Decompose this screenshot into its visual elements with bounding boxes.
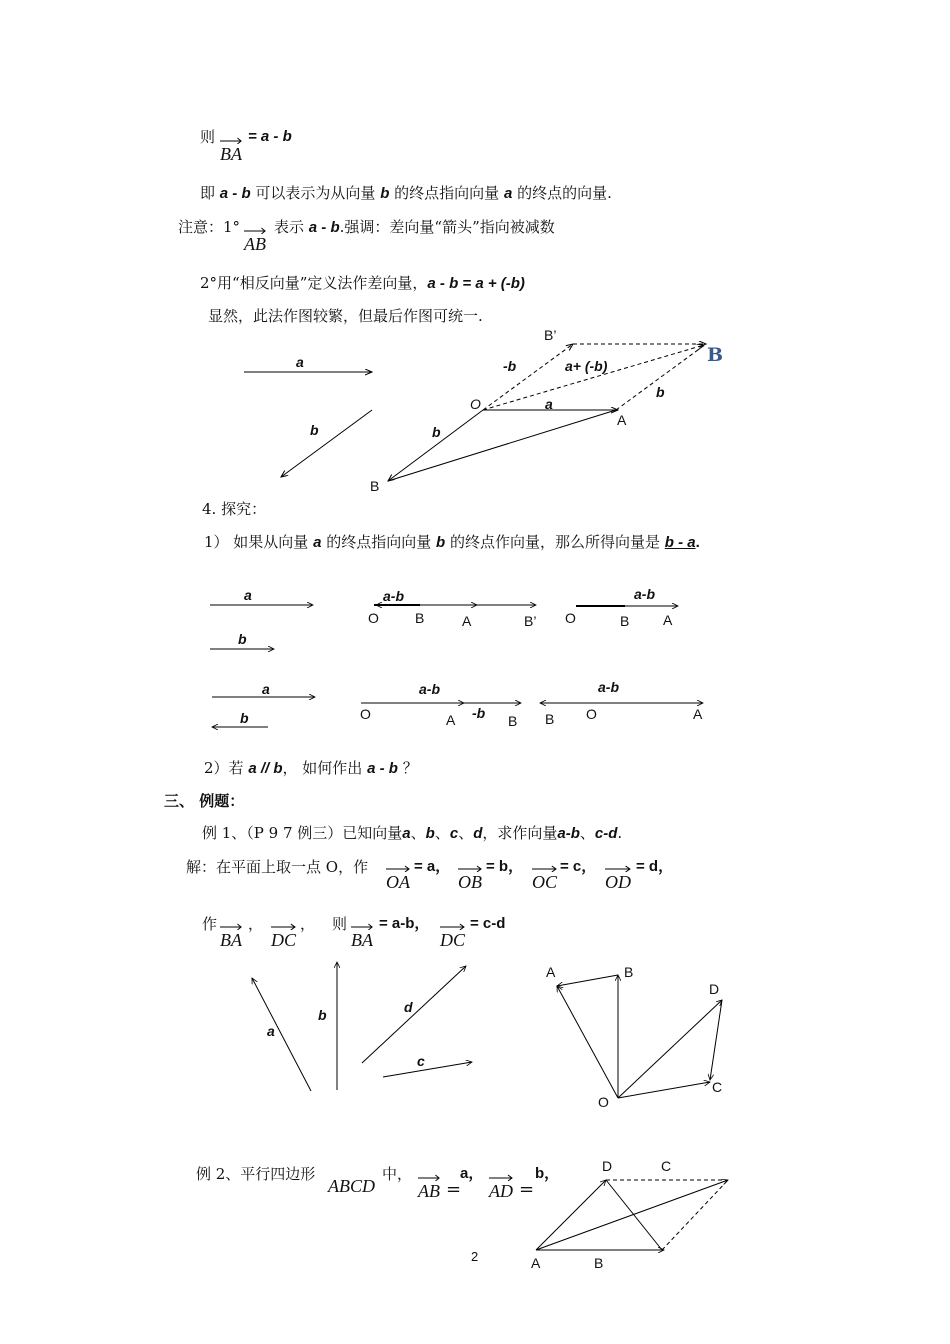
label-a-fig: a <box>545 396 553 412</box>
vector-DC: DC <box>271 930 296 951</box>
section-4-q1: 1） 如果从向量 a 的终点指向向量 b 的终点作向量，那么所得向量是 b - a. <box>204 533 700 551</box>
label-a: a <box>296 354 304 370</box>
vector-AB-2: AB <box>418 1181 440 1202</box>
section-4-q2: 2）若 a // b， 如何作出 a - b ？ <box>204 759 418 777</box>
label-A: A <box>617 412 627 428</box>
sol-e1: = a， <box>414 858 451 875</box>
label-A-2b: A <box>462 613 472 629</box>
make-prefix: 作 <box>202 915 218 933</box>
label-D-4: D <box>602 1158 613 1174</box>
ex2-eq1: = <box>446 1179 462 1200</box>
label-b-right: b <box>656 384 665 400</box>
label-B-prime: B’ <box>544 327 557 343</box>
label-C-4: C <box>661 1158 672 1174</box>
label-O-2b: O <box>368 610 379 626</box>
label-A-3: A <box>546 964 556 980</box>
label-big-B: B <box>707 344 724 366</box>
page-number: 2 <box>471 1249 479 1264</box>
label-O-2c: O <box>565 610 576 626</box>
label-A-2f: A <box>693 706 703 722</box>
label-a-2d: a <box>262 681 270 697</box>
line2: 即 a - b 可以表示为从向量 b 的终点指向向量 a 的终点的向量. <box>200 184 612 202</box>
label-b-2d: b <box>240 710 249 726</box>
label-amb-2f: a-b <box>598 679 619 695</box>
label-c-3: c <box>417 1053 425 1069</box>
make-c1: ， <box>248 915 264 933</box>
label-O-3: O <box>598 1094 609 1110</box>
line4: 2°用“相反向量”定义法作差向量，a - b = a + (-b) <box>200 274 525 292</box>
vector-AD: AD <box>489 1181 513 1202</box>
make-e4: = c-d <box>470 915 506 932</box>
vector-BA-3: BA <box>351 930 373 951</box>
label-neg-b: -b <box>503 358 517 374</box>
make-then: 则 <box>332 915 348 933</box>
label-A-2e: A <box>446 712 456 728</box>
label-B: B <box>370 478 380 494</box>
sol-e4: = d， <box>636 858 674 875</box>
section-3-title: 三、 例题： <box>164 792 245 810</box>
label-O: O <box>470 396 481 412</box>
label-Bp-2b: B’ <box>524 613 537 629</box>
sol-e2: = b， <box>486 858 524 875</box>
example-2-mid: 中， <box>382 1165 413 1183</box>
label-B-2c: B <box>620 613 630 629</box>
label-sum: a+ (-b) <box>565 358 608 374</box>
sol-e3: = c， <box>560 858 597 875</box>
label-O-2e: O <box>360 706 371 722</box>
label-B-3: B <box>624 964 634 980</box>
line1-prefix: 则 <box>200 128 216 146</box>
label-B-4: B <box>594 1255 604 1271</box>
vector-OB: OB <box>458 872 482 893</box>
example-2-prefix: 例 2、平行四边形 <box>196 1165 316 1183</box>
label-d-3: d <box>404 999 413 1015</box>
label-b-3: b <box>318 1007 327 1023</box>
line1-rhs: = a - b <box>248 128 292 145</box>
make-c2: ， <box>300 915 316 933</box>
line3-rest: 表示 a - b.强调：差向量“箭头”指向被减数 <box>274 218 555 236</box>
vector-OD: OD <box>605 872 631 893</box>
example-2-abcd: ABCD <box>328 1176 375 1196</box>
example-1: 例 1、（P 9 7 例三）已知向量a、b、c、d，求作向量a-b、c-d. <box>202 824 623 842</box>
label-B-2b: B <box>415 610 425 626</box>
ex2-e2: b， <box>535 1165 560 1182</box>
label-negb-2e: -b <box>472 705 486 721</box>
label-a-3: a <box>267 1023 275 1039</box>
label-B-2f: B <box>545 711 555 727</box>
label-O-2f: O <box>586 706 597 722</box>
section-4-title: 4. 探究： <box>202 500 267 518</box>
vector-OA: OA <box>386 872 410 893</box>
label-amb-2c: a-b <box>634 586 655 602</box>
label-D-3: D <box>709 981 720 997</box>
label-C-3: C <box>712 1079 723 1095</box>
ex2-e1: a， <box>460 1165 484 1182</box>
label-a-2a: a <box>244 587 252 603</box>
make-e3: = a-b， <box>379 915 430 932</box>
line3-prefix: 注意：1° <box>178 218 241 236</box>
label-amb-2e: a-b <box>419 681 440 697</box>
label-B-2e: B <box>508 713 518 729</box>
label-A-2c: A <box>663 612 673 628</box>
vector-BA: BA <box>220 144 242 165</box>
solution-prefix: 解：在平面上取一点 O，作 <box>186 858 369 876</box>
ex2-eq2: = <box>519 1179 535 1200</box>
label-b-2a: b <box>238 631 247 647</box>
line5: 显然，此法作图较繁，但最后作图可统一. <box>208 307 483 325</box>
label-amb-2b: a-b <box>383 588 404 604</box>
vector-AB: AB <box>244 234 266 255</box>
label-b: b <box>310 422 319 438</box>
vector-OC: OC <box>532 872 557 893</box>
vector-BA-2: BA <box>220 930 242 951</box>
vector-DC-2: DC <box>440 930 465 951</box>
label-A-4: A <box>531 1255 541 1271</box>
label-b-OB: b <box>432 424 441 440</box>
